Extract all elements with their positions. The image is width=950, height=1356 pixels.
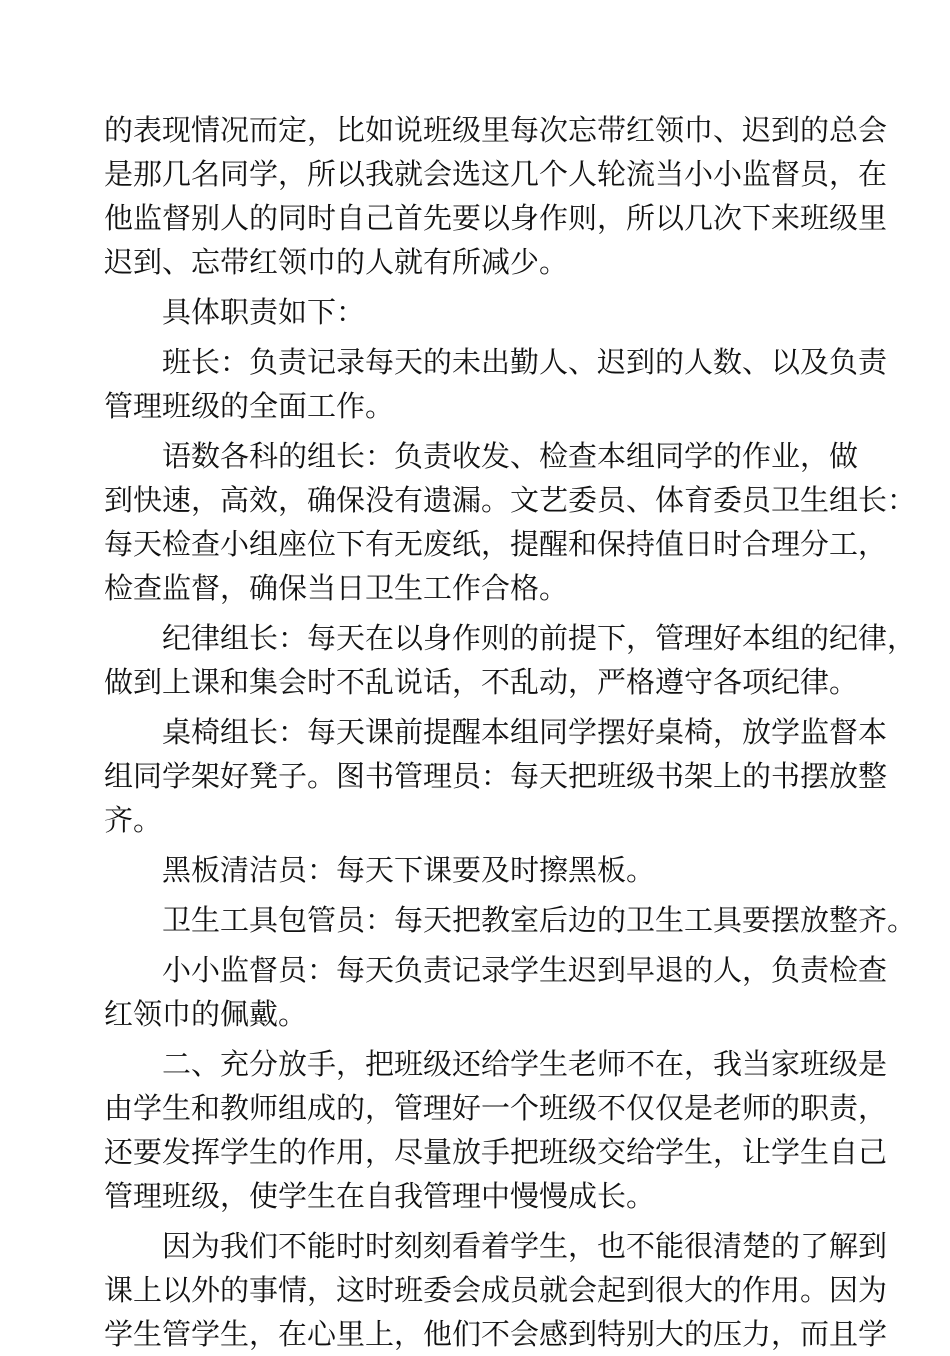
text-line: 到快速，高效，确保没有遗漏。文艺委员、体育委员卫生组长：	[104, 483, 917, 517]
text-line: 语数各科的组长：负责收发、检查本组同学的作业，做	[162, 439, 859, 473]
text-line: 因为我们不能时时刻刻看着学生，也不能很清楚的了解到	[162, 1229, 888, 1263]
text-line: 的表现情况而定，比如说班级里每次忘带红领巾、迟到的总会	[104, 113, 888, 147]
text-line: 做到上课和集会时不乱说话，不乱动，严格遵守各项纪律。	[104, 665, 859, 699]
text-line: 迟到、忘带红领巾的人就有所减少。	[104, 245, 569, 279]
text-line: 他监督别人的同时自己首先要以身作则，所以几次下来班级里	[104, 201, 888, 235]
text-line: 检查监督，确保当日卫生工作合格。	[104, 571, 569, 605]
text-line: 黑板清洁员：每天下课要及时擦黑板。	[162, 853, 656, 887]
text-line: 课上以外的事情，这时班委会成员就会起到很大的作用。因为	[104, 1273, 888, 1307]
text-line: 由学生和教师组成的，管理好一个班级不仅仅是老师的职责，	[104, 1091, 888, 1125]
text-line: 是那几名同学，所以我就会选这几个人轮流当小小监督员，在	[104, 157, 888, 191]
document-body	[104, 108, 917, 1356]
text-line: 桌椅组长：每天课前提醒本组同学摆好桌椅，放学监督本	[162, 715, 888, 749]
text-line: 管理班级，使学生在自我管理中慢慢成长。	[104, 1179, 656, 1213]
text-line: 齐。	[104, 803, 163, 837]
text-line: 小小监督员：每天负责记录学生迟到早退的人，负责检查	[162, 953, 888, 987]
text-line: 每天检查小组座位下有无废纸，提醒和保持值日时合理分工，	[104, 527, 888, 561]
text-line: 纪律组长：每天在以身作则的前提下，管理好本组的纪律，	[162, 621, 917, 655]
text-line: 学生管学生，在心里上，他们不会感到特别大的压力，而且学	[104, 1317, 888, 1351]
text-line: 卫生工具包管员：每天把教室后边的卫生工具要摆放整齐。	[162, 903, 917, 937]
text-line: 具体职责如下：	[162, 295, 366, 329]
text-line: 管理班级的全面工作。	[104, 389, 395, 423]
text-line: 二、充分放手，把班级还给学生老师不在，我当家班级是	[162, 1047, 888, 1081]
text-line: 班长：负责记录每天的未出勤人、迟到的人数、以及负责	[162, 345, 888, 379]
text-line: 红领巾的佩戴。	[104, 997, 308, 1031]
text-line: 组同学架好凳子。图书管理员：每天把班级书架上的书摆放整	[104, 759, 888, 793]
text-line: 还要发挥学生的作用，尽量放手把班级交给学生，让学生自己	[104, 1135, 888, 1169]
